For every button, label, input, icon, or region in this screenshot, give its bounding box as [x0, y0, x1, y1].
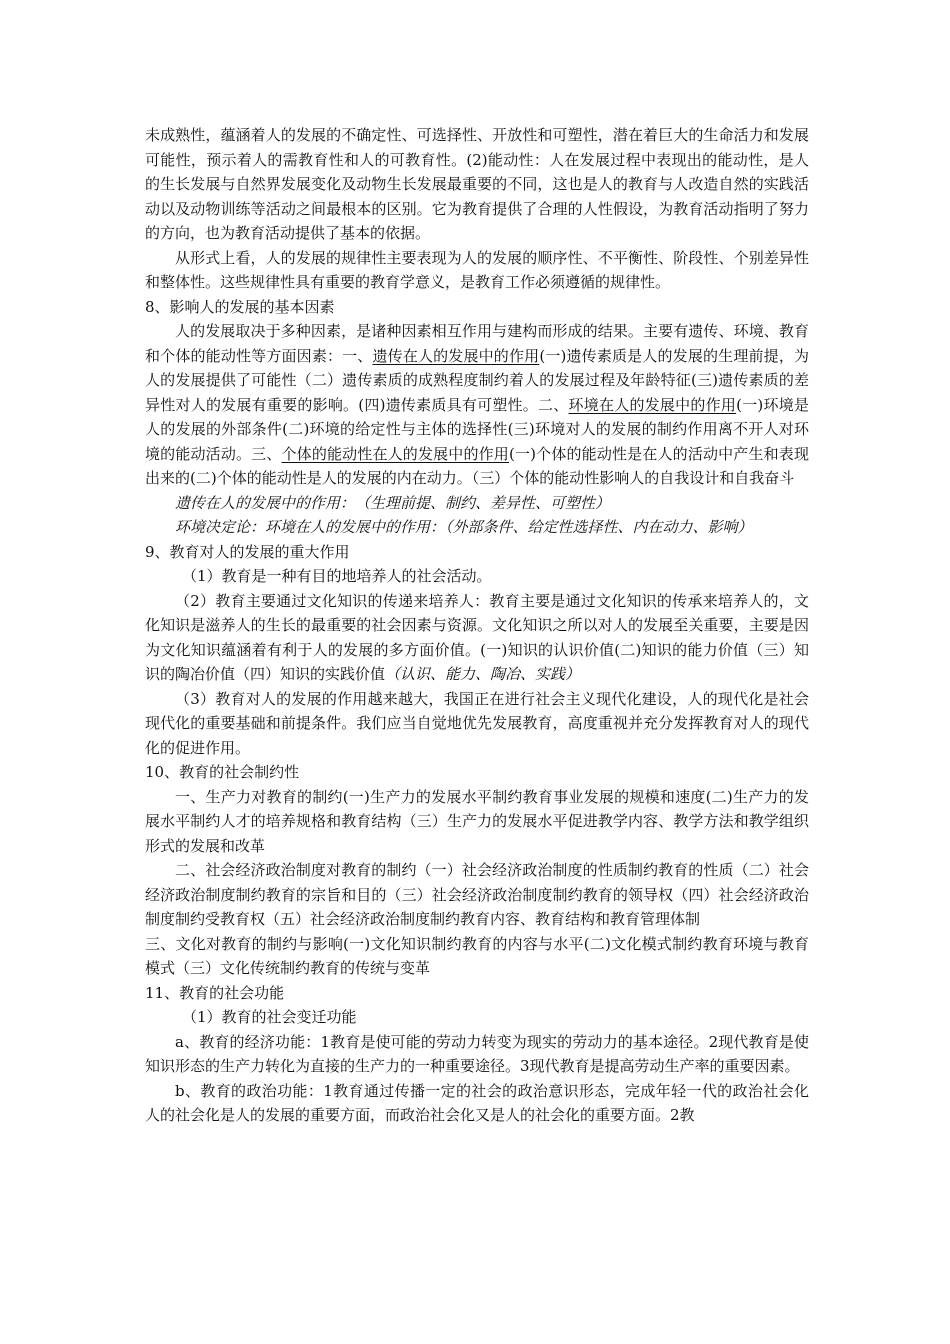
factors-text-c: (一)环境是人的发展的外部条件(二)环境的给定性与主体的选择性(三)环境对人的发展的制约作用离不开人对环境的能动活动。三、 [145, 395, 809, 463]
underlined-environment: 环境在人的发展中的作用 [568, 395, 737, 414]
underlined-initiative: 个体的能动性在人的发展中的作用 [281, 444, 509, 463]
note-environment: 环境决定论：环境在人的发展中的作用：（外部条件、给定性选择性、内在动力、影响） [175, 518, 753, 536]
note-heredity: 遗传在人的发展中的作用： （生理前提、制约、差异性、可塑性） [175, 493, 611, 512]
factors-text-d: (一)个体的能动性是在人的活动中产生和表现出来的(二)个体的能动性是人的发展的内在动力。（三）个体的能动性影响人的自我设计和自我奋斗 [145, 444, 809, 487]
list-item-11-1: （1）教育的社会变迁功能 [182, 1008, 357, 1026]
list-item-9-1: （1）教育是一种有目的地培养人的社会活动。 [182, 567, 492, 585]
paragraph-culture: 三、文化对教育的制约与影响(一)文化知识制约教育的内容与水平(二)文化模式制约教育环境与教育模式（三）文化传统制约教育的传统与变革 [145, 934, 809, 977]
item-9-2-text: （2）教育主要通过文化知识的传递来培养人：教育主要是通过文化知识的传承来培养人的，文化知识是滋养人的生长的最重要的社会因素与资源。文化知识之所以对人的发展至关重要，主要是因为文化知识蕴涵着有利于人的发展的多方面价值。(一)知识的认识价值(二)知识的能力价值（三）知识的陶冶价值（四）知识的实践价值 [145, 591, 809, 683]
paragraph-political-system: 二、社会经济政治制度对教育的制约（一）社会经济政治制度的性质制约教育的性质（二）社会经济政治制度制约教育的宗旨和目的（三）社会经济政治制度制约教育的领导权（四）社会经济政治制度制约受教育权（五）社会经济政治制度制约教育内容、教育结构和教育管理体制 [145, 861, 809, 928]
section-heading-8: 8、影响人的发展的基本因素 [145, 297, 335, 316]
list-item-9-2 [145, 589, 809, 687]
list-item-9-3: （3）教育对人的发展的作用越来越大，我国正在进行社会主义现代化建设，人的现代化是社会现代化的重要基础和前提条件。我们应当自觉地优先发展教育，高度重视并充分发挥教育对人的现代化的促进作用。 [145, 689, 809, 757]
paragraph-factors [145, 319, 809, 491]
item-9-2-italic: （认识、能力、陶冶、实践） [385, 665, 581, 683]
underlined-heredity: 遗传在人的发展中的作用 [372, 346, 540, 365]
paragraph-intro-continued: 未成熟性，蕴涵着人的发展的不确定性、可选择性、开放性和可塑性，潜在着巨大的生命活力和发展可能性，预示着人的需教育性和人的可教育性。(2)能动性：人在发展过程中表现出的能动性，是人的生长发展与自然界发展变化及动物生长发展最重要的不同，这也是人的教育与人改造自然的实践活动以及动物训练等活动之间最根本的区别。它为教育提供了合理的人性假设，为教育活动指明了努力的方向，也为教育活动提供了基本的依据。 [145, 126, 809, 242]
document-page [145, 123, 809, 1128]
factors-text-a: 人的发展取决于多种因素，是诸种因素相互作用与建构而形成的结果。主要有遗传、环境、教育和个体的能动性等方面因素：一、 [145, 322, 809, 365]
paragraph-political-function: b、教育的政治功能：1教育通过传播一定的社会的政治意识形态，完成年轻一代的政治社会化人的社会化是人的发展的重要方面，而政治社会化又是人的社会化的重要方面。2教 [145, 1081, 809, 1124]
section-heading-9: 9、教育对人的发展的重大作用 [145, 542, 350, 561]
paragraph-productivity: 一、生产力对教育的制约(一)生产力的发展水平制约教育事业发展的规模和速度(二)生产力的发展水平制约人才的培养规格和教育结构（三）生产力的发展水平促进教学内容、教学方法和教学组织形式的发展和改革 [145, 787, 809, 855]
factors-text-b: (一)遗传素质是人的发展的生理前提，为人的发展提供了可能性（二）遗传素质的成熟程度制约着人的发展过程及年龄特征(三)遗传素质的差异性对人的发展有重要的影响。(四)遗传素质具有可塑性。二、 [145, 346, 809, 414]
paragraph-economic-function: a、教育的经济功能：1教育是使可能的劳动力转变为现实的劳动力的基本途径。2现代教育是使知识形态的生产力转化为直接的生产力的一种重要途径。3现代教育是提高劳动生产率的重要因素。 [145, 1032, 809, 1075]
section-heading-10: 10、教育的社会制约性 [145, 763, 300, 781]
paragraph-form: 从形式上看，人的发展的规律性主要表现为人的发展的顺序性、不平衡性、阶段性、个别差异性和整体性。这些规律性具有重要的教育学意义，是教育工作必须遵循的规律性。 [145, 248, 809, 291]
section-heading-11: 11、教育的社会功能 [145, 983, 285, 1002]
